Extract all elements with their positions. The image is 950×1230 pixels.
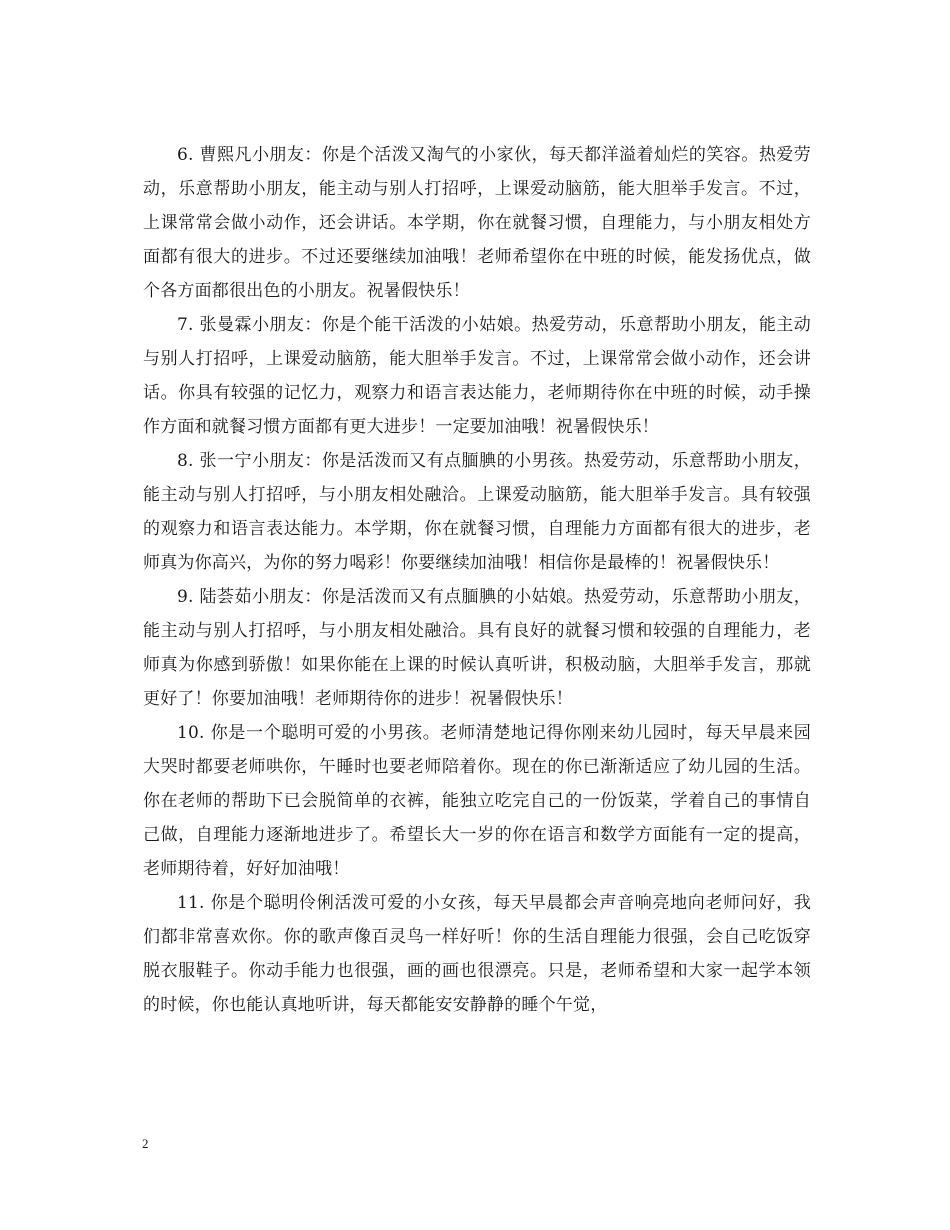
paragraph-10: 10. 你是一个聪明可爱的小男孩。老师清楚地记得你刚来幼儿园时，每天早晨来园大哭时都要老师哄你，午睡时也要老师陪着你。现在的你已渐渐适应了幼儿园的生活。你在老师的帮助下已会脱简单的衣裤，能独立吃完自己的一份饭菜，学着自己的事情自己做，自理能力逐渐地进步了。希望长大一岁的你在语言和数学方面能有一定的提高，老师期待着，好好加油哦！ xyxy=(143,723,811,879)
paragraph-8: 8. 张一宁小朋友：你是活泼而又有点腼腆的小男孩。热爱劳动，乐意帮助小朋友，能主动与别人打招呼，与小朋友相处融洽。上课爱动脑筋，能大胆举手发言。具有较强的观察力和语言表达能力。本学期，你在就餐习惯，自理能力方面都有很大的进步，老师真为你高兴，为你的努力喝彩！你要继续加油哦！相信你是最棒的！祝暑假快乐！ xyxy=(143,451,811,573)
paragraph-7: 7. 张曼霖小朋友：你是个能干活泼的小姑娘。热爱劳动，乐意帮助小朋友，能主动与别人打招呼，上课爱动脑筋，能大胆举手发言。不过，上课常常会做小动作，还会讲话。你具有较强的记忆力，观察力和语言表达能力，老师期待你在中班的时候，动手操作方面和就餐习惯方面都有更大进步！一定要加油哦！祝暑假快乐！ xyxy=(143,315,811,437)
page-number: 2 xyxy=(142,1136,149,1151)
paragraph-11: 11. 你是个聪明伶俐活泼可爱的小女孩，每天早晨都会声音响亮地向老师问好，我们都非常喜欢你。你的歌声像百灵鸟一样好听！你的生活自理能力很强，会自己吃饭穿脱衣服鞋子。你动手能力也很强，画的画也很漂亮。只是，老师希望和大家一起学本领的时候，你也能认真地听讲，每天都能安安静静的睡个午觉， xyxy=(143,893,811,1015)
paragraph-9: 9. 陆荟茹小朋友：你是活泼而又有点腼腆的小姑娘。热爱劳动，乐意帮助小朋友，能主动与别人打招呼，与小朋友相处融洽。具有良好的就餐习惯和较强的自理能力，老师真为你感到骄傲！如果你能在上课的时候认真听讲，积极动脑，大胆举手发言，那就更好了！你要加油哦！老师期待你的进步！祝暑假快乐！ xyxy=(143,587,811,709)
paragraph-6: 6. 曹熙凡小朋友：你是个活泼又淘气的小家伙，每天都洋溢着灿烂的笑容。热爱劳动，乐意帮助小朋友，能主动与别人打招呼，上课爱动脑筋，能大胆举手发言。不过，上课常常会做小动作，还会讲话。本学期，你在就餐习惯，自理能力，与小朋友相处方面都有很大的进步。不过还要继续加油哦！老师希望你在中班的时候，能发扬优点，做个各方面都很出色的小朋友。祝暑假快乐！ xyxy=(143,145,811,301)
document-body xyxy=(143,138,811,1022)
